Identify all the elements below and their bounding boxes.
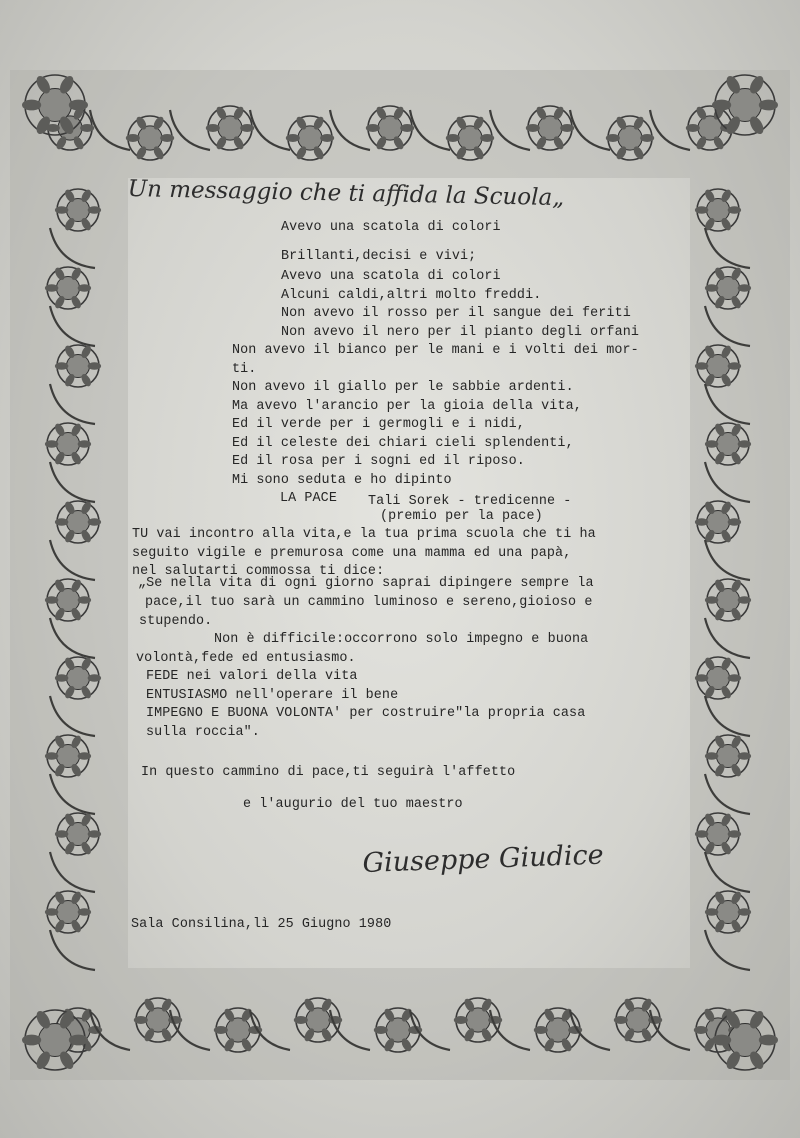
poem-line: Ed il verde per i germogli e i nidi, bbox=[232, 417, 525, 432]
poem-author: Tali Sorek - tredicenne - bbox=[368, 494, 572, 509]
message-line: Non è difficile:occorrono solo impegno e buona bbox=[214, 632, 589, 647]
message-line: seguito vigile e premurosa come una mamma ed una papà, bbox=[132, 546, 572, 561]
poem-line: Non avevo il rosso per il sangue dei feriti bbox=[281, 306, 631, 321]
poem-line: Non avevo il giallo per le sabbie ardenti. bbox=[232, 380, 574, 395]
message-line: stupendo. bbox=[139, 614, 213, 629]
poem-line: Ma avevo l'arancio per la gioia della vita, bbox=[232, 399, 582, 414]
message-line: sulla roccia". bbox=[146, 725, 260, 740]
dateline: Sala Consilina,lì 25 Giugno 1980 bbox=[131, 917, 392, 932]
poem-line: Avevo una scatola di colori bbox=[281, 269, 501, 284]
poem-line: Avevo una scatola di colori bbox=[281, 220, 501, 235]
poem-line: Non avevo il nero per il pianto degli orfani bbox=[281, 325, 639, 340]
poem-line: Brillanti,decisi e vivi; bbox=[281, 249, 477, 264]
message-line: nel salutarti commossa ti dice: bbox=[132, 564, 385, 579]
closing-line: e l'augurio del tuo maestro bbox=[243, 797, 463, 812]
poem-line: Ed il celeste dei chiari cieli splendenti, bbox=[232, 436, 574, 451]
poem-line: Non avevo il bianco per le mani e i volti dei mor- bbox=[232, 343, 639, 358]
message-line: TU vai incontro alla vita,e la tua prima scuola che ti ha bbox=[132, 527, 596, 542]
poem-line: ti. bbox=[232, 362, 257, 377]
message-line: FEDE nei valori della vita bbox=[146, 669, 358, 684]
message-line: volontà,fede ed entusiasmo. bbox=[136, 651, 356, 666]
poem-line: Ed il rosa per i sogni ed il riposo. bbox=[232, 454, 525, 469]
message-line: „Se nella vita di ogni giorno saprai dipingere sempre la bbox=[138, 576, 594, 591]
handwritten-heading: Un messaggio che ti affida la Scuola„ bbox=[127, 176, 565, 212]
message-line: pace,il tuo sarà un cammino luminoso e sereno,gioioso e bbox=[145, 595, 593, 610]
message-line: IMPEGNO E BUONA VOLONTA' per costruire"la propria casa bbox=[146, 706, 586, 721]
closing-line: In questo cammino di pace,ti seguirà l'affetto bbox=[141, 765, 516, 780]
poem-line: Alcuni caldi,altri molto freddi. bbox=[281, 288, 542, 303]
poem-title: LA PACE bbox=[280, 491, 337, 506]
message-line: ENTUSIASMO nell'operare il bene bbox=[146, 688, 399, 703]
poem-award: (premio per la pace) bbox=[380, 509, 543, 524]
signature: Giuseppe Giudice bbox=[362, 839, 605, 879]
poem-line: Mi sono seduta e ho dipinto bbox=[232, 473, 452, 488]
